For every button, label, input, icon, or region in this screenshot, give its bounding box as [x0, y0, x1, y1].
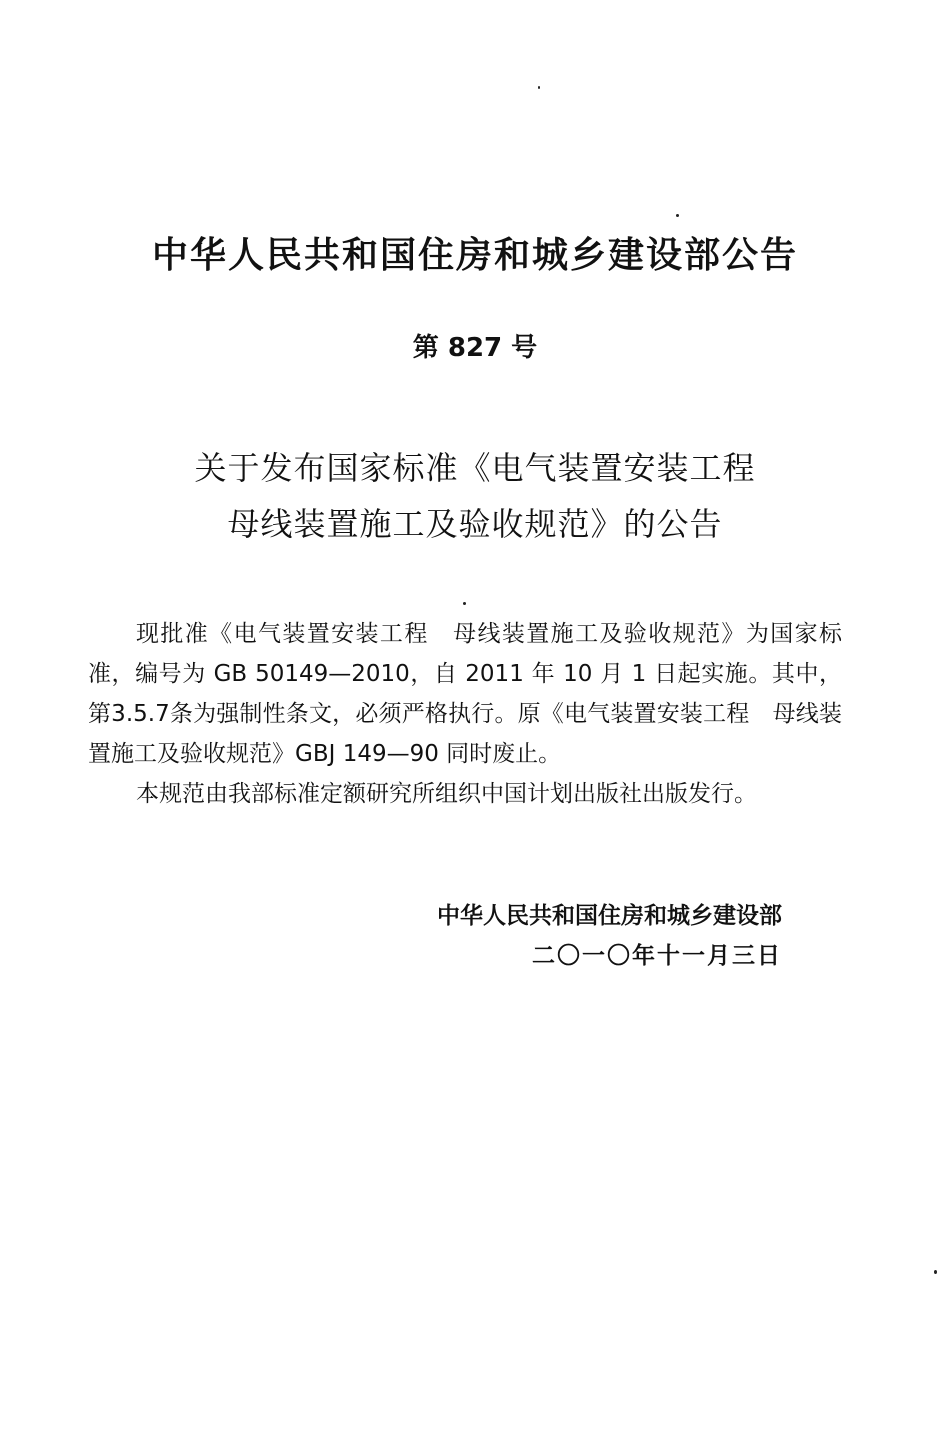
announcement-body	[88, 614, 842, 814]
scan-speck	[934, 1270, 937, 1274]
announcement-number: 第 827 号	[412, 333, 538, 363]
signature: 中华人民共和国住房和城乡建设部	[437, 903, 782, 929]
subtitle-line-2: 母线装置施工及验收规范》的公告	[227, 505, 723, 543]
body-paragraph-1: 现批准《电气装置安装工程 母线装置施工及验收规范》为国家标准，编号为 GB 50149—2010，自 2011 年 10 月 1 日起实施。其中，第3.5.7条为强制性条文，必须严格执行。原《电气装置安装工程 母线装置施工及验收规范》GBJ 149—90 同时废止。	[88, 621, 842, 767]
subtitle-line-1: 关于发布国家标准《电气装置安装工程	[194, 449, 756, 487]
announcement-subtitle	[0, 440, 950, 552]
body-paragraph-2: 本规范由我部标准定额研究所组织中国计划出版社出版发行。	[136, 781, 757, 807]
scan-speck	[463, 602, 466, 605]
issuer-title: 中华人民共和国住房和城乡建设部公告	[151, 235, 798, 276]
scan-speck	[676, 214, 679, 217]
issue-date: 二〇一〇年十一月三日	[532, 943, 782, 969]
scan-speck	[538, 86, 540, 89]
